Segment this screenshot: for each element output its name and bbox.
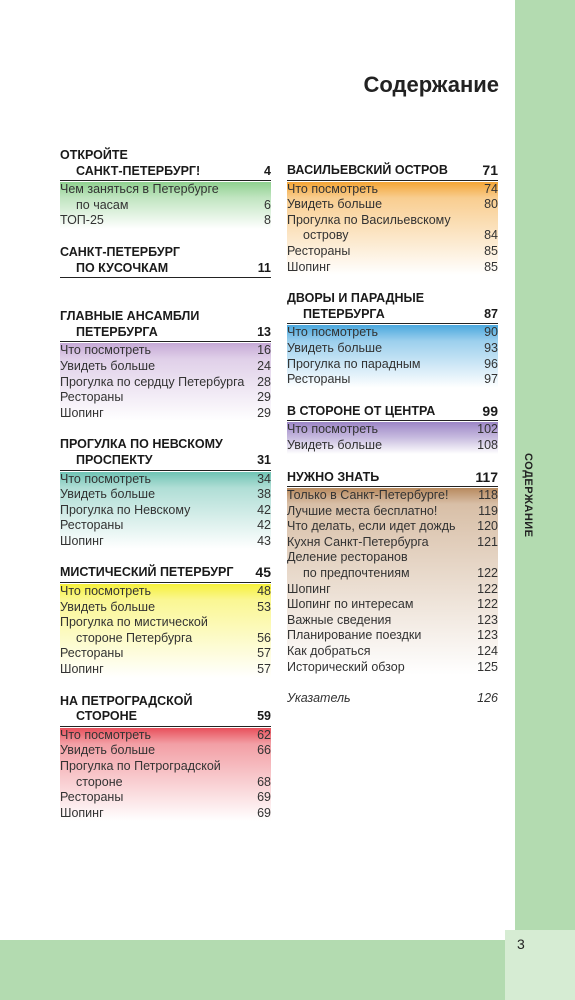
section-heading xyxy=(60,245,271,278)
toc-entry[interactable] xyxy=(60,472,271,488)
toc-entry-page: 124 xyxy=(477,644,498,659)
heading-text: НУЖНО ЗНАТЬ xyxy=(287,469,380,484)
toc-section xyxy=(60,148,271,229)
toc-entry-title: Прогулка по Невскому xyxy=(60,502,191,517)
toc-entry-page: 93 xyxy=(484,340,498,355)
toc-entry-page: 74 xyxy=(484,181,498,196)
toc-items xyxy=(60,728,271,822)
toc-entry-page: 48 xyxy=(257,584,271,599)
toc-entry[interactable] xyxy=(287,566,498,582)
toc-entry-page: 102 xyxy=(477,422,498,437)
toc-entry-title: Рестораны xyxy=(60,518,124,533)
toc-entry-title: Рестораны xyxy=(60,390,124,405)
heading-page-number: 117 xyxy=(475,468,498,485)
heading-text: ОТКРОЙТЕ xyxy=(60,148,128,162)
section-heading xyxy=(287,163,498,181)
toc-entry-page: 66 xyxy=(257,743,271,758)
heading-page-number: 31 xyxy=(257,452,271,467)
toc-entry-page: 69 xyxy=(257,805,271,820)
toc-entry-title: Шопинг xyxy=(60,405,104,420)
toc-entry-title: Кухня Санкт-Петербурга xyxy=(287,534,429,549)
heading-text: САНКТ-ПЕТЕРБУРГ! xyxy=(76,163,201,178)
toc-entry[interactable] xyxy=(60,662,271,678)
toc-section xyxy=(287,163,498,275)
toc-entry-title: Что посмотреть xyxy=(60,584,152,599)
toc-entry[interactable] xyxy=(287,260,498,276)
side-section-label: СОДЕРЖАНИЕ xyxy=(522,453,534,538)
toc-entry-title: Шопинг xyxy=(287,259,331,274)
heading-text: СТОРОНЕ xyxy=(76,709,138,724)
toc-entry-title: Рестораны xyxy=(287,243,351,258)
toc-entry[interactable] xyxy=(287,535,498,551)
toc-entry[interactable] xyxy=(60,584,271,600)
section-heading-text xyxy=(287,291,498,307)
heading-page-number: 59 xyxy=(257,709,271,724)
toc-entry[interactable] xyxy=(287,372,498,388)
section-heading-line xyxy=(60,261,271,279)
toc-entry-title: Что посмотреть xyxy=(60,727,152,742)
toc-section xyxy=(287,404,498,454)
section-heading xyxy=(60,694,271,727)
toc-entry-title: Рестораны xyxy=(60,790,124,805)
toc-entry-page: 38 xyxy=(257,487,271,502)
toc-entry-page: 125 xyxy=(477,659,498,674)
section-heading-line xyxy=(60,453,271,471)
toc-entry-title: Увидеть больше xyxy=(60,599,156,614)
toc-entry-page: 85 xyxy=(484,259,498,274)
page-title: Содержание xyxy=(363,72,499,97)
heading-page-number: 4 xyxy=(264,163,271,178)
toc-items xyxy=(287,488,498,675)
toc-items xyxy=(60,182,271,229)
toc-entry-title: Исторический обзор xyxy=(287,659,405,674)
section-heading-line xyxy=(60,164,271,182)
heading-page-number: 45 xyxy=(255,564,271,581)
toc-entry-title: Планирование поездки xyxy=(287,628,422,643)
toc-entry-page: 43 xyxy=(257,533,271,548)
toc-entry[interactable] xyxy=(287,660,498,676)
toc-entry-title: Только в Санкт-Петербурге! xyxy=(287,488,449,503)
toc-entry-page: 122 xyxy=(477,581,498,596)
toc-entry-page: 120 xyxy=(477,519,498,534)
toc-entry-title: Шопинг xyxy=(60,805,104,820)
toc-entry[interactable] xyxy=(60,343,271,359)
toc-entry[interactable] xyxy=(60,198,271,214)
page-number-box xyxy=(505,930,575,1000)
toc-entry[interactable] xyxy=(287,438,498,454)
toc-entry-title: Увидеть больше xyxy=(287,340,383,355)
toc-section xyxy=(287,291,498,388)
toc-entry-title: Прогулка по мистической xyxy=(60,615,208,630)
toc-entry[interactable] xyxy=(287,519,498,535)
toc-entry-title: Увидеть больше xyxy=(60,743,156,758)
toc-section xyxy=(60,694,271,822)
toc-entry-title: Шопинг xyxy=(60,533,104,548)
toc-entry-title: Указатель xyxy=(287,691,351,706)
toc-entry-page: 97 xyxy=(484,372,498,387)
toc-entry[interactable] xyxy=(60,487,271,503)
page-number: 3 xyxy=(517,936,525,952)
toc-entry[interactable] xyxy=(287,504,498,520)
toc-entry[interactable] xyxy=(60,806,271,822)
toc-items xyxy=(287,325,498,387)
toc-entry[interactable] xyxy=(60,600,271,616)
section-heading xyxy=(60,309,271,342)
toc-entry-title: Лучшие места бесплатно! xyxy=(287,503,438,518)
section-heading-line xyxy=(287,470,498,488)
toc-left-column xyxy=(60,148,271,837)
toc-entry[interactable] xyxy=(60,503,271,519)
toc-entry-page: 57 xyxy=(257,646,271,661)
heading-page-number: 99 xyxy=(482,402,498,419)
heading-text: ГЛАВНЫЕ АНСАМБЛИ xyxy=(60,309,200,324)
toc-entry[interactable] xyxy=(287,422,498,438)
toc-entry-title: Что посмотреть xyxy=(287,325,379,340)
toc-entry[interactable] xyxy=(287,244,498,260)
heading-text: ВАСИЛЬЕВСКИЙ ОСТРОВ xyxy=(287,163,448,177)
toc-entry[interactable] xyxy=(287,488,498,504)
toc-entry-title: Шопинг по интересам xyxy=(287,597,414,612)
toc-entry-title: Увидеть больше xyxy=(60,358,156,373)
toc-section xyxy=(287,691,498,707)
toc-entry[interactable] xyxy=(60,728,271,744)
section-heading-text xyxy=(60,245,271,261)
toc-entry-page: 84 xyxy=(484,228,498,243)
toc-entry-title: Чем заняться в Петербурге xyxy=(60,182,219,197)
heading-text: ПРОГУЛКА ПО НЕВСКОМУ xyxy=(60,437,223,452)
toc-entry-title: Прогулка по парадным xyxy=(287,356,421,371)
toc-entry[interactable] xyxy=(60,743,271,759)
toc-entry-page: 16 xyxy=(257,343,271,358)
toc-entry-page: 80 xyxy=(484,197,498,212)
heading-page-number: 13 xyxy=(257,324,271,339)
toc-items xyxy=(287,422,498,453)
heading-text: НА ПЕТРОГРАДСКОЙ xyxy=(60,693,193,708)
toc-entry-title: Прогулка по Петроградской xyxy=(60,759,221,773)
toc-entry[interactable] xyxy=(60,375,271,391)
toc-entry-title: Шопинг xyxy=(287,581,331,596)
toc-entry[interactable] xyxy=(60,390,271,406)
toc-items xyxy=(287,691,498,707)
section-heading-line xyxy=(60,565,271,583)
toc-entry[interactable] xyxy=(60,534,271,550)
toc-entry[interactable] xyxy=(287,357,498,373)
toc-section xyxy=(60,309,271,421)
toc-entry-title: Увидеть больше xyxy=(60,487,156,502)
toc-entry[interactable] xyxy=(60,790,271,806)
heading-page-number: 71 xyxy=(482,162,498,178)
toc-entry-title: Прогулка по Васильевскому xyxy=(287,212,451,227)
toc-entry-page: 28 xyxy=(257,374,271,389)
toc-entry[interactable] xyxy=(287,550,498,566)
toc-items xyxy=(60,472,271,550)
toc-entry[interactable] xyxy=(287,197,498,213)
section-heading-line xyxy=(287,307,498,325)
toc-entry-title: острову xyxy=(303,228,349,243)
toc-entry-title: Что посмотреть xyxy=(60,471,152,486)
section-heading xyxy=(60,437,271,470)
toc-entry-title: Как добраться xyxy=(287,644,371,659)
toc-entry-page: 90 xyxy=(484,325,498,340)
toc-entry-page: 119 xyxy=(478,503,498,518)
toc-entry-title: Рестораны xyxy=(287,372,351,387)
toc-entry-page: 53 xyxy=(257,599,271,614)
toc-entry-title: Что посмотреть xyxy=(287,422,379,437)
toc-entry-title: Прогулка по сердцу Петербурга xyxy=(60,374,245,389)
toc-entry-title: Важные сведения xyxy=(287,612,392,627)
toc-entry[interactable] xyxy=(287,213,498,229)
toc-entry[interactable] xyxy=(287,613,498,629)
toc-entry[interactable] xyxy=(287,691,498,707)
heading-text: МИСТИЧЕСКИЙ ПЕТЕРБУРГ xyxy=(60,565,234,580)
toc-entry[interactable] xyxy=(60,775,271,791)
toc-entry-title: Что посмотреть xyxy=(287,181,379,196)
toc-entry-title: Что посмотреть xyxy=(60,343,152,358)
section-heading xyxy=(60,148,271,181)
bottom-color-band xyxy=(0,940,505,1000)
toc-entry[interactable] xyxy=(60,615,271,631)
toc-entry-page: 108 xyxy=(477,437,498,452)
section-heading-line xyxy=(287,404,498,422)
toc-entry[interactable] xyxy=(60,759,271,775)
toc-entry[interactable] xyxy=(287,228,498,244)
section-heading-line xyxy=(287,163,498,181)
toc-items xyxy=(60,343,271,421)
toc-entry-page: 122 xyxy=(477,597,498,612)
toc-entry-title: стороне Петербурга xyxy=(76,630,193,645)
heading-text: САНКТ-ПЕТЕРБУРГ xyxy=(60,244,181,259)
section-heading-text xyxy=(60,437,271,453)
toc-entry-title: ТОП-25 xyxy=(60,213,104,228)
toc-entry-page: 29 xyxy=(257,405,271,420)
toc-entry-title: по часам xyxy=(76,197,129,212)
section-heading xyxy=(287,470,498,488)
toc-entry-title: Увидеть больше xyxy=(287,197,383,212)
toc-entry-title: стороне xyxy=(76,774,123,789)
toc-entry-page: 69 xyxy=(257,790,271,805)
toc-entry-page: 126 xyxy=(477,691,498,706)
toc-entry-page: 121 xyxy=(477,534,498,549)
toc-entry-page: 123 xyxy=(477,612,498,627)
toc-section xyxy=(60,565,271,677)
toc-entry-page: 96 xyxy=(484,356,498,371)
heading-page-number: 87 xyxy=(484,306,498,321)
heading-text: ДВОРЫ И ПАРАДНЫЕ xyxy=(287,291,425,306)
toc-section xyxy=(287,470,498,676)
toc-entry[interactable] xyxy=(60,646,271,662)
toc-entry-page: 122 xyxy=(477,566,498,581)
section-heading-text xyxy=(60,309,271,325)
section-heading-text xyxy=(60,148,271,164)
toc-items xyxy=(287,182,498,276)
toc-entry[interactable] xyxy=(60,213,271,229)
toc-entry[interactable] xyxy=(287,325,498,341)
toc-entry-title: Деление ресторанов xyxy=(287,550,408,565)
toc-entry-page: 8 xyxy=(264,213,271,228)
toc-entry[interactable] xyxy=(287,628,498,644)
toc-items xyxy=(60,584,271,678)
toc-entry[interactable] xyxy=(60,359,271,375)
toc-entry[interactable] xyxy=(60,518,271,534)
toc-entry-page: 85 xyxy=(484,243,498,258)
heading-text: ПРОСПЕКТУ xyxy=(76,452,153,467)
toc-entry[interactable] xyxy=(60,631,271,647)
toc-entry-title: Что делать, если идет дождь xyxy=(287,519,456,534)
toc-entry[interactable] xyxy=(287,341,498,357)
toc-entry[interactable] xyxy=(60,406,271,422)
toc-section xyxy=(60,245,271,278)
toc-entry[interactable] xyxy=(287,644,498,660)
toc-entry-page: 42 xyxy=(257,518,271,533)
toc-entry-title: Шопинг xyxy=(60,662,104,677)
toc-entry[interactable] xyxy=(287,582,498,598)
toc-entry[interactable] xyxy=(287,182,498,198)
toc-entry-title: Увидеть больше xyxy=(287,437,383,452)
heading-text: ПО КУСОЧКАМ xyxy=(76,260,169,275)
section-heading xyxy=(60,565,271,583)
toc-entry-page: 29 xyxy=(257,390,271,405)
toc-entry-title: по предпочтениям xyxy=(303,566,410,581)
toc-section xyxy=(60,437,271,549)
toc-right-column xyxy=(287,163,498,707)
section-heading xyxy=(287,291,498,324)
heading-text: ПЕТЕРБУРГА xyxy=(303,306,385,321)
toc-entry-page: 123 xyxy=(477,628,498,643)
section-heading-line xyxy=(60,325,271,343)
section-heading-text xyxy=(60,694,271,710)
toc-entry-page: 118 xyxy=(478,488,498,503)
toc-entry-page: 42 xyxy=(257,502,271,517)
toc-entry[interactable] xyxy=(60,182,271,198)
heading-text: В СТОРОНЕ ОТ ЦЕНТРА xyxy=(287,403,436,418)
toc-entry-page: 24 xyxy=(257,358,271,373)
toc-entry-page: 6 xyxy=(264,197,271,212)
heading-page-number: 11 xyxy=(257,260,271,275)
heading-text: ПЕТЕРБУРГА xyxy=(76,324,158,339)
section-heading-line xyxy=(60,709,271,727)
toc-entry-page: 68 xyxy=(257,774,271,789)
toc-entry-page: 34 xyxy=(257,471,271,486)
toc-entry-page: 56 xyxy=(257,630,271,645)
toc-entry-title: Рестораны xyxy=(60,646,124,661)
section-heading xyxy=(287,404,498,422)
toc-entry-page: 57 xyxy=(257,662,271,677)
toc-entry-page: 62 xyxy=(257,727,271,742)
toc-entry[interactable] xyxy=(287,597,498,613)
